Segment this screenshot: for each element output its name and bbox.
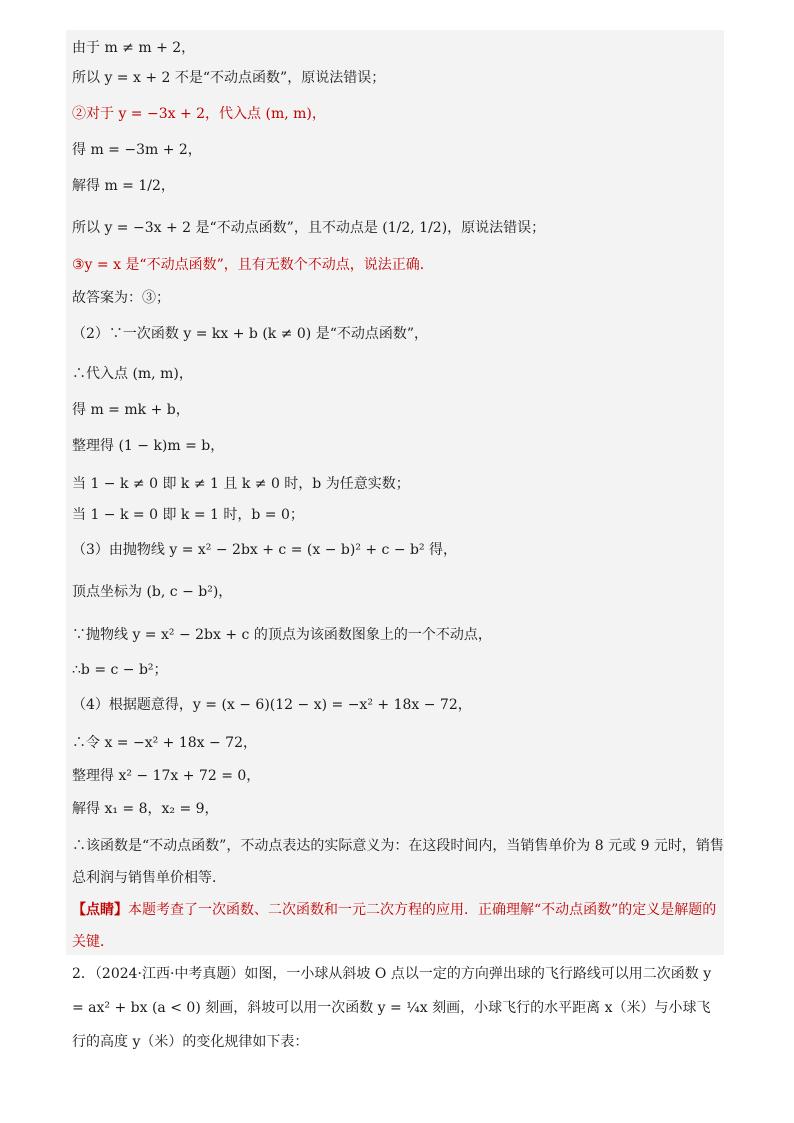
tip-paragraph	[72, 894, 724, 958]
solution-line: ②对于 y = −3x + 2，代入点 (m, m)，	[72, 106, 326, 122]
solution-line: （3）由抛物线 y = x² − 2bx + c = (x − b)² + c − b² 得，	[72, 542, 458, 558]
solution-line: 当 1 − k = 0 即 k = 1 时，b = 0；	[72, 507, 304, 523]
solution-line: 整理得 (1 − k)m = b，	[72, 438, 225, 454]
solution-conclusion: ∴该函数是“不动点函数”，不动点表达的实际意义为：在这段时间内，当销售单价为 8 元或 9 元时，销售总利润与销售单价相等．	[72, 838, 724, 886]
solution-line: 得 m = mk + b，	[72, 402, 190, 418]
solution-line: ③y = x 是“不动点函数”，且有无数个不动点，说法正确．	[72, 257, 434, 273]
tip-label: 【点睛】	[72, 902, 128, 918]
solution-line: ∴代入点 (m, m)，	[72, 366, 193, 382]
solution-line: （4）根据题意得，y = (x − 6)(12 − x) = −x² + 18x − 72，	[72, 697, 472, 713]
solution-line: 故答案为：③；	[72, 290, 170, 306]
question-2-text: 2．（2024·江西·中考真题）如图，一小球从斜坡 O 点以一定的方向弹出球的飞行路线可以用二次函数 y = ax² + bx (a < 0) 刻画，斜坡可以用一次函数 y = ¼x 刻画，小球飞行的水平距离 x（米）与小球飞行的高度 y（米）的变化规律如下表：	[72, 966, 712, 1050]
solution-line: 整理得 x² − 17x + 72 = 0，	[72, 768, 261, 784]
solution-line: 顶点坐标为 (b, c − b²)，	[72, 584, 233, 600]
tip-text: 本题考查了一次函数、二次函数和一元二次方程的应用．正确理解“不动点函数”的定义是解题的关键．	[72, 902, 717, 950]
solution-line: ∵抛物线 y = x² − 2bx + c 的顶点为该函数图象上的一个不动点，	[72, 627, 492, 643]
solution-line: 所以 y = −3x + 2 是“不动点函数”，且不动点是 (1/2, 1/2)，原说法错误；	[72, 220, 546, 236]
solution-line: 得 m = −3m + 2，	[72, 142, 202, 158]
solution-line: 解得 m = 1/2，	[72, 178, 175, 194]
solution-line: 当 1 − k ≠ 0 即 k ≠ 1 且 k ≠ 0 时，b 为任意实数；	[72, 476, 410, 492]
solution-line: 解得 x₁ = 8，x₂ = 9，	[72, 801, 219, 817]
solution-line: ∴b = c − b²；	[72, 662, 168, 678]
solution-line: ∴令 x = −x² + 18x − 72，	[72, 735, 258, 751]
solution-line: 所以 y = x + 2 不是“不动点函数”，原说法错误；	[72, 70, 386, 86]
solution-line: （2）∵一次函数 y = kx + b (k ≠ 0) 是“不动点函数”，	[72, 326, 429, 342]
solution-line: 由于 m ≠ m + 2，	[72, 40, 196, 56]
